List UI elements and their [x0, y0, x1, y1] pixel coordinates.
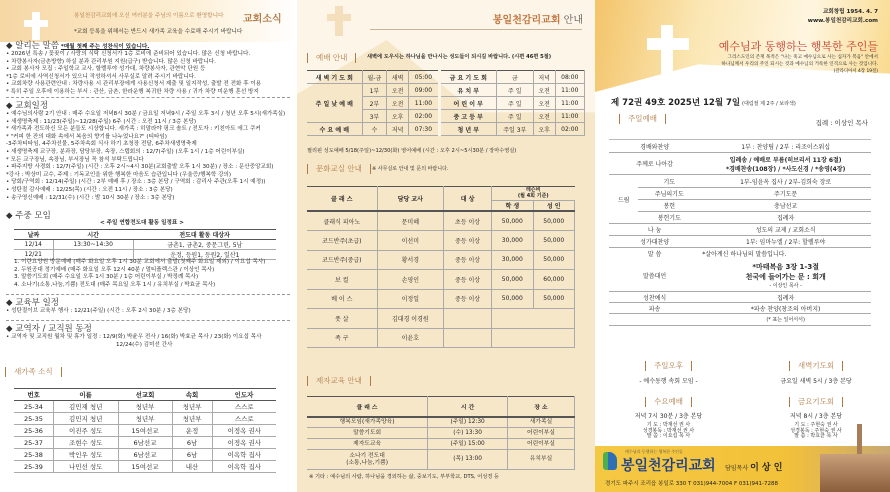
- worship-cell: 주 일: [496, 97, 533, 110]
- column-header: 대 상: [444, 187, 492, 212]
- table-cell: [444, 328, 492, 348]
- worship-cell: 07:30: [409, 123, 440, 136]
- table-row: [307, 231, 575, 251]
- table-cell: 중등 이상: [444, 289, 492, 309]
- table-cell: 풋 살: [307, 309, 377, 329]
- order-value: *살아계신 하나님의 말씀입니다.: [702, 251, 787, 259]
- worship-cell: 주 일 낮 예 배: [307, 84, 362, 123]
- table-cell: (수) 13:30: [428, 428, 508, 439]
- culture-note: ※ 사무실로 안내 및 문의 바랍니다.: [372, 166, 449, 172]
- table-cell: 50,000: [533, 289, 574, 309]
- list-item: -3주차티타임, 4주차선물, 5주차속회 식사 하기 초청장 전달, 6주차새생명축제: [6, 141, 197, 148]
- table-row: [307, 270, 575, 290]
- table-cell: 운정: [172, 425, 212, 437]
- worship-cell: 금 요 기 도 회: [439, 71, 496, 84]
- column-header: 시간: [53, 230, 133, 240]
- list-item: 2. 두원공대 정기예배 (매주 화요일 오후 12시 40분 / 멀티플렉스관 / 이상인 목사): [14, 266, 215, 273]
- culture-label: 문화교실 안내: [299, 163, 379, 174]
- table-cell: [492, 309, 575, 329]
- afternoon-label: 주일오후: [595, 360, 742, 371]
- table-cell: 초등 이상: [444, 211, 492, 231]
- sermon-info: *마태복음 3장 1-3절 천국에 들어가는 문 : 회개 - 이상인 목사 -: [700, 260, 871, 292]
- worship-row: [307, 84, 585, 97]
- column-header: 전도대 활동 대상자: [133, 230, 276, 240]
- table-cell: [444, 309, 492, 329]
- order-label: 파송: [609, 303, 700, 314]
- column-header: 클 래 스: [307, 397, 428, 417]
- list-item: • 교회차량 사용관련안내 : 차량사용 시 관리부장에게 사용신청서 제출 및 일지작성, 출발 전 전화 후 이용: [6, 81, 262, 88]
- list-item: • 새생명축제 교구장, 분과장, 담당부장, 속장, 스텝회의 : 12/7(주일) (오후 1시 / 1층 어린이부실): [6, 148, 245, 155]
- table-cell: 50,000: [533, 231, 574, 251]
- weekly-heading: ◆ 주중 모임: [6, 211, 51, 221]
- order-label: 주께로 나아감: [609, 153, 700, 175]
- order-label: 기도: [638, 175, 700, 188]
- table-row: [14, 401, 276, 413]
- worship-cell: 11:00: [555, 97, 584, 110]
- table-row: [307, 417, 575, 428]
- table-cell: 13:30~14:30: [53, 240, 133, 250]
- friday-label: 금요기도회: [742, 396, 890, 407]
- column-header: 레슨비 (월 4회 기준): [492, 187, 575, 201]
- worship-cell: 금: [496, 71, 533, 84]
- table-cell: 이선미: [377, 231, 443, 251]
- table-cell: 어린이부실: [507, 428, 574, 439]
- worship-cell: 새 벽 기 도 회: [307, 71, 362, 84]
- divider: [6, 294, 290, 295]
- title-rule: [370, 29, 582, 30]
- order-of-worship-table: [609, 139, 871, 326]
- table-row: [307, 309, 575, 329]
- divider: [6, 97, 290, 98]
- worship-note: 새벽에 도우시는 하나님을 만나시는 성도들이 되시길 바랍니다. (시편 46편 5절): [367, 54, 552, 60]
- footer-address: 경기도 파주시 조리읍 봉일로 330 T 031)944-7004 F 031)941-7288: [605, 481, 779, 487]
- order-label: 나 눔: [609, 224, 700, 236]
- table-cell: 50,000: [492, 211, 533, 231]
- table-cell: 제자도교육: [307, 439, 428, 450]
- table-cell: 보 컬: [307, 270, 377, 290]
- table-cell: 스스로: [212, 413, 276, 425]
- issue-note: (대림절 제 2주 / 보라색): [742, 101, 796, 107]
- verse-ref: (갈라디아서 4장 19절): [833, 69, 878, 74]
- table-cell: 6남: [172, 437, 212, 449]
- table-cell: 이옥학 집사: [212, 449, 276, 461]
- table-cell: (주일) 12:30: [428, 417, 508, 428]
- notice-heading: ◆ 알리는 말씀: [6, 41, 59, 51]
- table-row: [14, 413, 276, 425]
- list-item: * 특히 주일 오후에 이용하는 부서 : 관산, 금촌, 한라운행 복귀한 차량 사용 / 귀가 차량 미운행 혼선 방지: [6, 88, 259, 95]
- table-cell: 어린이부실: [507, 439, 574, 450]
- verse-line-2: 하나님께서 우리의 주인 되시는 것과 예수님의 거룩한 인격으로 사는 것입니다.: [721, 62, 878, 67]
- slogan: 예수님과 동행하는 행복한 주인들: [718, 40, 878, 53]
- worship-cell: 오후: [387, 110, 409, 123]
- pastor-name: 이 상 인: [750, 463, 783, 473]
- worship-row: [307, 123, 585, 136]
- cross-arm: [647, 38, 689, 50]
- worship-cell: 새벽: [387, 71, 409, 84]
- table-row: [307, 289, 575, 309]
- table-cell: 6남선교: [118, 437, 172, 449]
- table-row: [14, 425, 276, 437]
- edu-heading: ◆ 교육부 일정: [6, 298, 59, 308]
- founded-date: 교회창립 1954. 4. 7: [822, 9, 878, 15]
- table-cell: 행복모임(새가족양육): [307, 417, 428, 428]
- weekly-caption: < 주일 연합전도대 활동 일정표 >: [100, 220, 184, 226]
- schedule-heading: ◆ 교회일정: [6, 101, 49, 111]
- table-cell: 족 구: [307, 328, 377, 348]
- pastor-title: 담임목사: [725, 465, 749, 472]
- table-cell: 이정일: [377, 289, 443, 309]
- order-value: 입례송 / 예배로 부름(히브리서 11장 6절) *경배찬송(108장) / *사도신경 / *송영(4장): [700, 153, 871, 175]
- church-building-image: [820, 454, 890, 492]
- order-label: 경배와찬양: [609, 140, 700, 153]
- discipleship-table: [307, 396, 575, 470]
- table-cell: (주일) 15:00: [428, 439, 508, 450]
- table-cell: 이정옥 권사: [212, 425, 276, 437]
- table-cell: 금촌1, 금촌2, 중문그린, 5남: [133, 240, 276, 250]
- table-cell: 청년부: [172, 401, 212, 413]
- worship-cell: 2부: [362, 97, 387, 110]
- table-cell: 베 이 스: [307, 289, 377, 309]
- list-item: * 새가족과 전도하신 모든 분들도 시상합니다. 새가족 : 히말라야 핑크 솔트 / 전도자 : 키친아트 에그 쿠커: [6, 126, 261, 133]
- church-steeple: [857, 424, 862, 454]
- afternoon-text: - 예수동행 속회 모임 -: [639, 378, 698, 385]
- worship-cell: 11:00: [555, 84, 584, 97]
- website-link[interactable]: www.봉일천감리교회.com: [807, 18, 878, 24]
- wednesday-label: 수요예배: [595, 396, 742, 407]
- list-item: * "커피 한 잔의 대화 속에서 복음의 향기를 나누었나요?" (티타임): [6, 133, 167, 140]
- column-header: 속회: [172, 389, 212, 401]
- welcome-text: 봉일천감리교회에 오신 여러분을 주님의 이름으로 환영합니다: [74, 13, 224, 19]
- table-cell: 스스로: [212, 401, 276, 413]
- table-row: [307, 328, 575, 348]
- list-item: • 송구영신예배 : 12/31(수) (시간 : 밤 10시 30분 / 장소 : 3층 본당): [6, 194, 175, 201]
- list-item: • 성탄절 감사예배 : 12/25(목) (시간 : 오전 11시 / 장소 : 3층 본당): [6, 186, 173, 193]
- worship-cell: 저녁: [387, 123, 409, 136]
- table-row: [307, 428, 575, 439]
- table-row: [14, 437, 276, 449]
- worship-cell: 오후: [533, 123, 555, 136]
- cross-arm: [24, 20, 48, 27]
- table-cell: 청년부: [118, 413, 172, 425]
- list-item: • 교회 봉사자 모집 : 주일학교 교사, 할렐루야 성가대, 차량봉사자, 관현악 단원 등: [6, 66, 206, 73]
- worship-cell: 11:00: [409, 97, 440, 110]
- column-header: 성 인: [533, 201, 574, 212]
- table-cell: 소나기 전도대 (소통,나눔,기쁨): [307, 450, 428, 470]
- table-cell: 문미혜: [377, 211, 443, 231]
- list-item: • 2026년 특송 / 꽃꽂이 / 사랑의 식탁 신청서가 1층 로비에 준비되어 있습니다. 많은 신청 바랍니다.: [6, 51, 251, 57]
- list-item: * 모든 교구장님, 속장님, 부서장님 꼭 참석 부탁드립니다: [6, 156, 144, 163]
- table-cell: 15여선교: [118, 461, 172, 473]
- worship-cell: 08:00: [555, 71, 584, 84]
- table-cell: 청년부: [172, 413, 212, 425]
- order-value: 집례자: [700, 212, 871, 224]
- order-value: 집례자: [700, 292, 871, 303]
- order-label: 주님의기도: [638, 188, 700, 200]
- worship-cell: 3부: [362, 110, 387, 123]
- table-cell: 나민선 성도: [53, 461, 118, 473]
- table-cell: 클래식 피아노: [307, 211, 377, 231]
- column-header: 시 간: [428, 397, 508, 417]
- order-label: 드림: [609, 175, 638, 224]
- officiant: 집례 : 이상인 목사: [815, 119, 868, 127]
- cross-icon: [661, 25, 673, 80]
- worship-cell: 주 일: [496, 84, 533, 97]
- footer-banner: [595, 446, 890, 492]
- table-row: [14, 250, 276, 260]
- table-cell: 새가족실: [507, 417, 574, 428]
- order-label: 말 씀: [647, 251, 662, 259]
- worship-cell: 오전: [533, 84, 555, 97]
- list-item: • 예수님의사람 2기 안내 : 매주 수요일 저녁8시 30분 / 금요일 저녁9시 / 주일 오후 3시 / 청년 오후 5시(새가족실): [6, 111, 286, 117]
- column-header: 클 래 스: [307, 187, 377, 212]
- table-header-row: [307, 187, 575, 201]
- table-row: [14, 461, 276, 473]
- table-cell: 6남: [172, 449, 212, 461]
- table-cell: 30,000: [492, 250, 533, 270]
- list-item: 4. 소나기(소통,나눔,기쁨) 전도대 (매주 목요일 오후 1시 / 유치부실 / 박효균 목사): [14, 281, 216, 288]
- table-cell: 6남선교: [118, 449, 172, 461]
- sunday-worship-panel: 교회창립 1954. 4. 7 www.봉일천감리교회.com 예수님과 동행하는 행복한 주인들 그리스도인의 존재 목적은 "나는 죽고 예수님으로 사는 십자가 복음" 안에서 하나님께서 우리의 주인 되시는 것과 예수님의 거룩한 인격으로 사는 것입니다. (갈라디아서 4장 19절) 제 72권 49호 2025년 12월 7일 (대림절 제 2주 / 보라색) 주일예배 집례 : 이상인 목사 경배와찬양 1부 : 찬양팀 / 2부 : 리조이스워십 주께로 나아감 입례송 / 예배로 부름(히브리서 11장 6절) *경배찬송(108장) / *사도신경 / *송영(4장) 드림 기도 1부-임윤옥 집사 / 2부-김희숙 장로 주님의기도 주기도문 봉헌 충남선교 봉헌기도 집례자 나 눔 성도의 교제 / 교회소식 성가대찬양 1부: 임마누엘 / 2부: 할렐루야 말 씀 *살아계신 하나님의 말씀입니다. 말씀대언 *마태복음 3장 1-3절 천국에 들어가는 문 : 회개 - 이상인 목사 - 성찬예식 집례자 파송 *파송 찬양(창조의 아버지) (* 표는 일어서서) 주일오후 - 예수동행 속회 모임 - 새벽기도회 금요일 새벽 5시 / 3층 본당 수요예배 저녁 7시 30분 / 3층 본당 기 도 : 박재선 권 사 성경봉독 : 박재선 권 사 말 씀 : 이요섭 목 사 금요기도회 저녁 8시 / 3층 본당 기 도 : 주현숙 권 사 성경봉독 : 주현숙 권 사 말 씀 : 박효균 목 사 예수님과 동행하는 행복한 주인들 봉일천감리교회 담임목사 이 상 인 경기도 파주시 조리읍 봉일로 330 T 031)944-7004 F 031)941-7288: [595, 0, 890, 492]
- wednesday-text: 저녁 7시 30분 / 3층 본당: [634, 413, 703, 420]
- newfamily-table: [14, 388, 276, 473]
- order-label: 봉헌: [638, 200, 700, 212]
- page-title: 교회소식: [243, 14, 282, 25]
- disciple-label: 제자교육 안내: [299, 375, 379, 386]
- table-cell: 60,000: [533, 270, 574, 290]
- footer-church-name: 봉일천감리교회: [621, 458, 716, 474]
- table-cell: 중등 이상: [444, 270, 492, 290]
- worship-cell: 오전: [533, 110, 555, 123]
- table-row: [307, 439, 575, 450]
- worship-cell: 유 치 부: [439, 84, 496, 97]
- footer-tagline: 예수님과 동행하는 행복한 주인들: [625, 449, 683, 454]
- table-cell: 이옥학 집사: [212, 461, 276, 473]
- worship-cell: 청 년 부: [439, 123, 496, 136]
- worship-cell: 어 린 이 부: [439, 97, 496, 110]
- dawn-label: 새벽기도회: [742, 360, 890, 371]
- philippine-note: 필리핀 성도예배 5/18(주일)~12/30(화) 영어예배 (시간 : 오후 2시~5시30분 / 장마수영실): [307, 148, 517, 154]
- table-cell: 김민지 청년: [53, 413, 118, 425]
- list-item: *1층 로비에 사역신청서가 있으니 작성하셔서 사무실로 알려 주시기 바랍니다.: [6, 73, 196, 80]
- table-cell: 30,000: [492, 231, 533, 251]
- verse-line-1: 그리스도인의 존재 목적은 "나는 죽고 예수님으로 사는 십자가 복음" 안에서: [727, 55, 878, 60]
- worship-cell: 05:00: [409, 71, 440, 84]
- table-cell: 운정, 등원1, 등원2, 일산1: [133, 250, 276, 260]
- column-header: 학 생: [492, 201, 533, 212]
- table-cell: 25-37: [14, 437, 53, 449]
- order-value: 1부 : 찬양팀 / 2부 : 리조이스워십: [700, 140, 871, 153]
- table-row: [307, 250, 575, 270]
- column-header: 장 소: [507, 397, 574, 417]
- table-cell: 25-35: [14, 413, 53, 425]
- worship-row: [307, 71, 585, 84]
- list-item: • 파주지방 사경회 : 12/7(주일) (시간 : 오후 2시~4시 30분(교회출발 오후 1시 30분) / 장소 : 문산중앙교회): [6, 164, 274, 171]
- table-cell: 중등 이상: [444, 250, 492, 270]
- table-cell: 이진주 성도: [53, 425, 118, 437]
- table-cell: 말씀기도회: [307, 428, 428, 439]
- list-item: • 당회/구역회 : 12/14(주일) (시간 : 2부 예배 후 / 장소 : 3층 본당 / 구역회 : 감리사 주관(오후 1시 예정)): [6, 179, 266, 186]
- order-value: 1부-임윤옥 집사 / 2부-김희숙 장로: [700, 175, 871, 188]
- order-value: 주기도문: [700, 188, 871, 200]
- worship-label: 예배 안내: [299, 52, 364, 63]
- table-cell: 25-34: [14, 401, 53, 413]
- table-cell: 내산: [172, 461, 212, 473]
- church-logo-icon: [603, 452, 617, 470]
- cross-arm: [327, 14, 351, 21]
- table-cell: 박인우 성도: [53, 449, 118, 461]
- column-header: 번호: [14, 389, 53, 401]
- divider: [6, 320, 290, 321]
- edu-item: • 성탄절이브 교육부 행사 : 12/21(주일) (시간 : 오후 2시 30분 / 3층 본당): [6, 308, 191, 314]
- table-cell: 15여선교: [118, 425, 172, 437]
- outreach-table: [14, 229, 276, 260]
- church-guide-panel: [297, 0, 595, 492]
- worship-cell: 02:00: [555, 123, 584, 136]
- table-cell: 황서경: [377, 250, 443, 270]
- list-item: *강사 : 박상미 교수, 주제 : 기독교인을 위한 행복한 마음도 습관입니다 (우울증/행복학 강의): [6, 171, 232, 178]
- table-cell: 50,000: [492, 289, 533, 309]
- disciple-note: ※ 기타 : 예수님의 사람, 하나님을 경외하는 삶, 중보기도, 부부학교, DTS, 어성경 등: [309, 474, 499, 480]
- order-label: 성찬예식: [609, 292, 700, 303]
- friday-text: 저녁 8시 / 3층 본당: [789, 413, 843, 420]
- table-header-row: [307, 397, 575, 417]
- worship-cell: 02:00: [409, 110, 440, 123]
- list-item: • 차량봉사자(금촌방향) 하실 분과 관리부원 지원(급구) 받습니다. 많은 신청 바랍니다.: [6, 58, 216, 65]
- table-header-row: [14, 230, 276, 240]
- worship-cell: 월-금: [362, 71, 387, 84]
- table-row: [14, 240, 276, 250]
- table-cell: (목) 13:00: [428, 450, 508, 470]
- table-cell: 중등 이상: [444, 231, 492, 251]
- order-value: 1부: 임마누엘 / 2부: 할렐루야: [700, 236, 871, 248]
- table-cell: 25-38: [14, 449, 53, 461]
- order-value: 충남선교: [700, 200, 871, 212]
- list-item: 3. 말씀기도회 (매주 수요일 오후 1시 30분 / 1층 어린이부실 / 박정례 목사): [14, 274, 199, 281]
- worship-cell: 09:00: [409, 84, 440, 97]
- table-cell: 유치부실: [507, 450, 574, 470]
- table-cell: 코드반주(중급): [307, 250, 377, 270]
- culture-class-table: [307, 186, 575, 348]
- worship-cell: 주일 3부: [496, 123, 533, 136]
- table-cell: [53, 250, 133, 260]
- table-row: [307, 450, 575, 470]
- table-cell: 12/21: [14, 250, 53, 260]
- page-title: 봉일천감리교회 안내: [492, 15, 583, 26]
- table-cell: 이윤호: [377, 328, 443, 348]
- column-header: 이름: [53, 389, 118, 401]
- table-cell: [492, 328, 575, 348]
- worship-cell: 수 요 예 배: [307, 123, 362, 136]
- order-value: *파송 찬양(창조의 아버지): [700, 303, 871, 314]
- standing-note: (* 표는 일어서서): [700, 314, 871, 326]
- order-value: 성도의 교제 / 교회소식: [700, 224, 871, 236]
- register-note: *교회 등록을 위해서는 반드시 새가족 교육을 수료해 주시기 바랍니다: [74, 29, 243, 35]
- worship-cell: 수: [362, 123, 387, 136]
- worship-cell: 주 일: [496, 110, 533, 123]
- table-cell: 이정옥 권사: [212, 437, 276, 449]
- table-row: [14, 449, 276, 461]
- church-news-panel: [0, 0, 297, 492]
- worship-cell: 저녁: [533, 71, 555, 84]
- communion-notice: *매월 첫째 주는 성찬식이 있습니다.: [60, 44, 150, 50]
- staff-item: • 교역자 및 교직원 월차 및 휴가 일정 : 12/9(화) 박윤우 전사 / 16(화) 박효균 목사 / 23(화) 이요섭 목사: [6, 334, 262, 340]
- staff-item: 12/24(수) 김미선 간사: [116, 341, 173, 348]
- table-cell: 김민재 청년: [53, 401, 118, 413]
- dawn-text: 금요일 새벽 5시 / 3층 본당: [780, 378, 852, 385]
- list-item: • 새생명축제 : 11/23(주일)~12/28(주일) 6주 (시간 : 오전 11시 / 3층 본당): [6, 118, 197, 125]
- worship-cell: 중 고 등 부: [439, 110, 496, 123]
- column-header: 날짜: [14, 230, 53, 240]
- table-cell: 25-36: [14, 425, 53, 437]
- table-cell: 50,000: [492, 270, 533, 290]
- worship-cell: 오전: [387, 84, 409, 97]
- issue-info: 제 72권 49호 2025년 12월 7일: [611, 98, 741, 108]
- order-label: 말씀대언: [609, 260, 700, 292]
- worship-cell: 11:00: [555, 110, 584, 123]
- column-header: 선교회: [118, 389, 172, 401]
- table-cell: 25-39: [14, 461, 53, 473]
- column-header: 인도자: [212, 389, 276, 401]
- table-cell: 청년부: [118, 401, 172, 413]
- newfamily-label: 새가족 소식: [0, 366, 70, 377]
- worship-cell: 1부: [362, 84, 387, 97]
- staff-heading: ◆ 교역자 / 교직원 동정: [6, 324, 92, 334]
- table-cell: 조현수 성도: [53, 437, 118, 449]
- table-cell: 김대경 이경원: [377, 309, 443, 329]
- list-item: 1. 이란요양원 방문예배 (매주 화요일 오후 1시 30분 교회에서 출발(첫째주 화요일 제외) / 이요섭 목사): [14, 259, 266, 265]
- worship-cell: 오전: [533, 97, 555, 110]
- table-row: [307, 211, 575, 231]
- column-header: 담당 교사: [377, 187, 443, 212]
- order-label: 성가대찬양: [609, 236, 700, 248]
- order-label: 봉헌기도: [638, 212, 700, 224]
- table-cell: 50,000: [533, 211, 574, 231]
- table-cell: 12/14: [14, 240, 53, 250]
- cross-icon: [335, 6, 343, 36]
- sunday-label: 주일예배: [611, 113, 674, 124]
- table-cell: 손영인: [377, 270, 443, 290]
- worship-schedule-table: [307, 70, 585, 136]
- worship-cell: 오전: [387, 97, 409, 110]
- table-header-row: [14, 389, 276, 401]
- table-cell: 50,000: [533, 250, 574, 270]
- table-cell: 코드반주(초급): [307, 231, 377, 251]
